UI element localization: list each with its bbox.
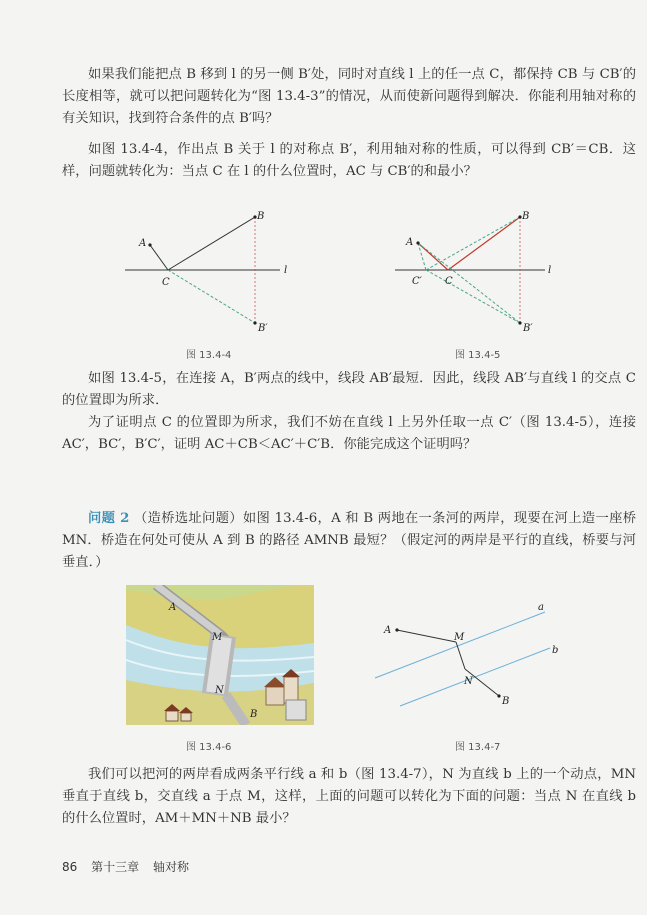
f6-label-B: B: [250, 709, 258, 720]
f5-label-B: B: [522, 211, 530, 222]
f4-label-l: l: [284, 265, 288, 276]
f4-label-C: C: [162, 277, 170, 288]
caption-13-4-7: 图 13.4-7: [455, 742, 501, 753]
caption-13-4-6: 图 13.4-6: [186, 742, 232, 753]
caption-13-4-5: 图 13.4-5: [455, 350, 501, 361]
paragraph-2: 如图 13.4-4，作出点 B 关于 l 的对称点 B′，利用轴对称的性质，可以得到 CB′＝CB．这样，问题就转化为：当点 C 在 l 的什么位置时，AC 与 CB′的和最小？: [62, 142, 636, 179]
f6-label-A: A: [169, 602, 177, 613]
page-footer: [62, 858, 199, 875]
f5-label-Cp: C′: [412, 276, 422, 287]
figure-13-4-6: [126, 585, 314, 725]
f5-label-l: l: [548, 265, 552, 276]
f7-label-A: A: [384, 625, 392, 636]
f6-label-N: N: [215, 685, 224, 696]
paragraph-6: 我们可以把河的两岸看成两条平行线 a 和 b（图 13.4-7），N 为直线 b 上的一个动点，MN 垂直于直线 b，交直线 a 于点 M，这样，上面的问题可以转化为下面的问题：当点 N 在直线 b 的什么位置时，AM＋MN＋NB 最小？: [62, 767, 636, 826]
figure-13-4-4: [120, 205, 300, 335]
f4-label-A: A: [139, 238, 147, 249]
problem-label: 问题 2: [88, 511, 130, 526]
f7-label-b: b: [552, 645, 559, 656]
caption-13-4-4: 图 13.4-4: [186, 350, 232, 361]
f7-label-N: N: [464, 676, 473, 687]
f7-label-B: B: [502, 696, 510, 707]
paragraph-3: 如图 13.4-5，在连接 A，B′两点的线中，线段 AB′最短．因此，线段 AB′与直线 l 的交点 C 的位置即为所求．: [62, 371, 636, 408]
paragraph-1: 如果我们能把点 B 移到 l 的另一侧 B′处，同时对直线 l 上的任一点 C，都保持 CB 与 CB′的长度相等，就可以把问题转化为“图 13.4-3”的情况，从而使新问题得到解决．你能利用轴对称的有关知识，找到符合条件的点 B′吗？: [62, 67, 636, 126]
f6-label-M: M: [212, 632, 223, 643]
f7-label-a: a: [538, 602, 544, 613]
chapter-number: 第十三章: [91, 860, 140, 874]
page-number: 86: [62, 860, 78, 874]
f5-label-C: C: [445, 276, 453, 287]
f4-label-B: B: [257, 211, 265, 222]
f5-label-Bp: B′: [523, 323, 533, 334]
f5-label-A: A: [406, 237, 414, 248]
f7-label-M: M: [454, 632, 465, 643]
figure-13-4-7: [370, 598, 580, 718]
figure-13-4-5: [390, 205, 570, 335]
f4-label-Bp: B′: [258, 323, 268, 334]
problem-2: [62, 508, 636, 574]
chapter-title: 轴对称: [152, 860, 189, 874]
problem-text: （造桥选址问题）如图 13.4-6，A 和 B 两地在一条河的两岸，现要在河上造一座桥 MN．桥造在何处可使从 A 到 B 的路径 AMNB 最短？（假定河的两岸是平行的直线，桥要与河垂直．）: [62, 511, 636, 570]
paragraph-4: 为了证明点 C 的位置即为所求，我们不妨在直线 l 上另外任取一点 C′（图 13.4-5），连接 AC′，BC′，B′C′，证明 AC＋CB＜AC′＋C′B．你能完成这个证明吗？: [62, 415, 636, 452]
river-bridge-illustration: [126, 585, 314, 725]
